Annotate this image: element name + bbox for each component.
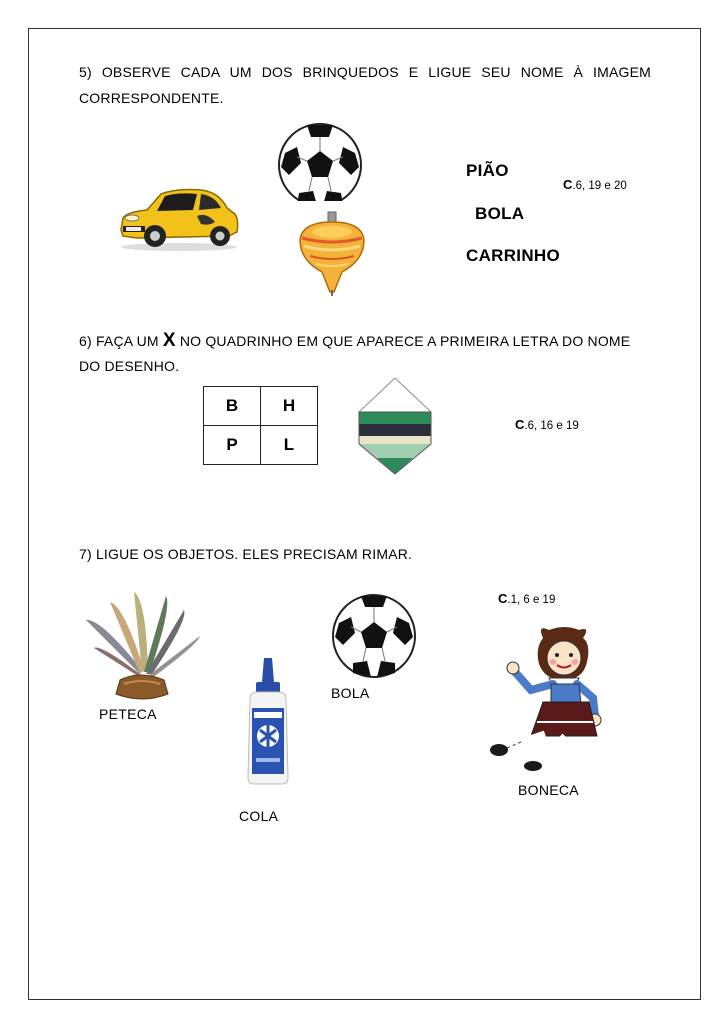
letter-box-h[interactable]: H [261, 387, 318, 426]
soccer-ball-image-2 [331, 593, 417, 679]
q6-text-pre: 6) FAÇA UM [79, 333, 163, 349]
q5-code-rest: .6, 19 e 20 [572, 180, 627, 192]
letter-grid [203, 386, 318, 465]
doll-image [487, 624, 603, 770]
q6-text-x: X [162, 330, 176, 351]
label-bola: BOLA [331, 685, 370, 701]
q7-instruction: 7) LIGUE OS OBJETOS. ELES PRECISAM RIMAR. [79, 546, 413, 562]
soccer-ball-image [277, 123, 363, 203]
q6-code-rest: .6, 16 e 19 [524, 420, 579, 432]
letter-box-l[interactable]: L [261, 426, 318, 465]
q5-instruction-cont: CORRESPONDENTE. [79, 90, 224, 106]
label-boneca: BONECA [518, 782, 579, 798]
word-bola: BOLA [475, 204, 525, 223]
q6-code [515, 417, 579, 432]
q5-code-letter: C [563, 177, 573, 192]
q6-text-post: NO QUADRINHO EM QUE APARECE A PRIMEIRA LETRA DO NOME [175, 333, 631, 349]
label-cola: COLA [239, 808, 279, 824]
word-piao: PIÃO [466, 161, 509, 180]
q7-code [498, 591, 555, 606]
toy-car-image [117, 186, 241, 252]
label-peteca: PETECA [99, 706, 157, 722]
page-border [28, 28, 701, 1000]
q6-instruction [79, 328, 651, 354]
q7-code-letter: C [498, 591, 508, 606]
spinning-top-image [292, 212, 372, 296]
word-carrinho: CARRINHO [466, 246, 561, 265]
peteca-image [80, 590, 202, 702]
letter-box-b[interactable]: B [204, 387, 261, 426]
q5-instruction: 5) OBSERVE CADA UM DOS BRINQUEDOS E LIGUE SEU NOME À IMAGEM [79, 64, 651, 80]
q6-code-letter: C [515, 417, 525, 432]
q6-instruction-cont: DO DESENHO. [79, 358, 180, 374]
q5-code [563, 177, 627, 192]
q7-code-rest: .1, 6 e 19 [507, 594, 556, 606]
glue-bottle-image [244, 658, 292, 786]
letter-box-p[interactable]: P [204, 426, 261, 465]
kite-image [355, 378, 435, 478]
